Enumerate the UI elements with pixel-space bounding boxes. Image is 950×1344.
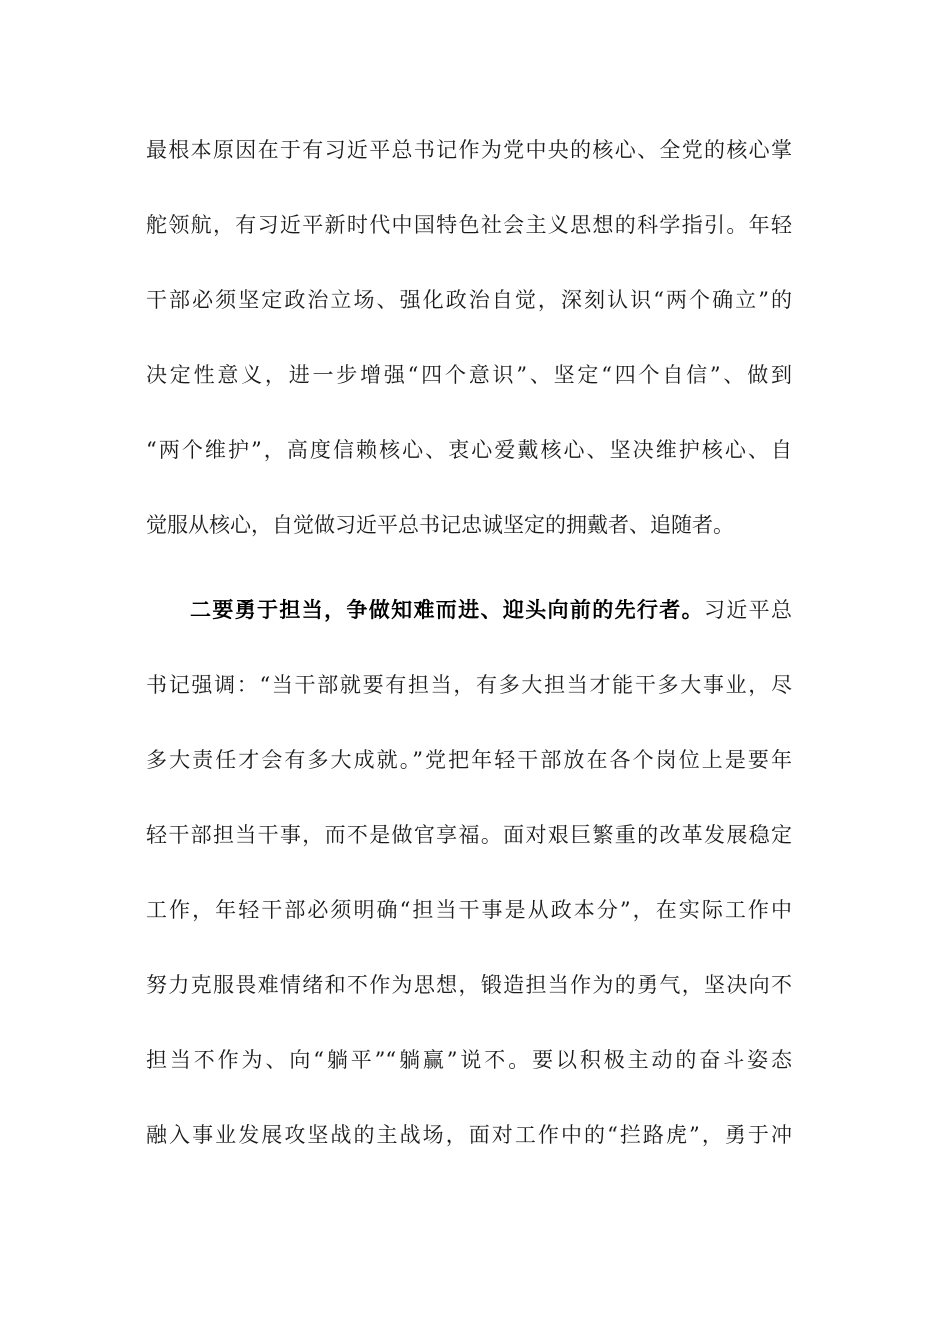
paragraph-1-line-5: “两个维护”，高度信赖核心、衷心爱戴核心、坚决维护核心、自 xyxy=(146,438,792,462)
paragraph-2-line-7: 担当不作为、向“躺平”“躺赢”说不。要以积极主动的奋斗姿态 xyxy=(146,1048,792,1072)
paragraph-2-line-4: 轻干部担当干事，而不是做官享福。面对艰巨繁重的改革发展稳定 xyxy=(146,823,792,847)
paragraph-1-line-3: 干部必须坚定政治立场、强化政治自觉，深刻认识“两个确立”的 xyxy=(146,288,792,312)
paragraph-2-line-2: 书记强调：“当干部就要有担当，有多大担当才能干多大事业，尽 xyxy=(146,673,792,697)
paragraph-2-line-5: 工作，年轻干部必须明确“担当干事是从政本分”，在实际工作中 xyxy=(146,898,792,922)
paragraph-2-line-3: 多大责任才会有多大成就。”党把年轻干部放在各个岗位上是要年 xyxy=(146,748,792,772)
paragraph-1-line-2: 舵领航，有习近平新时代中国特色社会主义思想的科学指引。年轻 xyxy=(146,213,792,237)
paragraph-2-line-6: 努力克服畏难情绪和不作为思想，锻造担当作为的勇气，坚决向不 xyxy=(146,973,792,997)
paragraph-1-line-6: 觉服从核心，自觉做习近平总书记忠诚坚定的拥戴者、追随者。 xyxy=(146,513,734,537)
paragraph-2-first-line-rest: 习近平总 xyxy=(703,598,792,622)
paragraph-2-line-1 xyxy=(190,593,792,627)
paragraph-1-line-4: 决定性意义，进一步增强“四个意识”、坚定“四个自信”、做到 xyxy=(146,363,792,387)
paragraph-2-heading: 二要勇于担当，争做知难而进、迎头向前的先行者。 xyxy=(190,597,704,622)
paragraph-2-line-8: 融入事业发展攻坚战的主战场，面对工作中的“拦路虎”，勇于冲 xyxy=(146,1123,792,1147)
paragraph-1-line-1: 最根本原因在于有习近平总书记作为党中央的核心、全党的核心掌 xyxy=(146,138,792,162)
